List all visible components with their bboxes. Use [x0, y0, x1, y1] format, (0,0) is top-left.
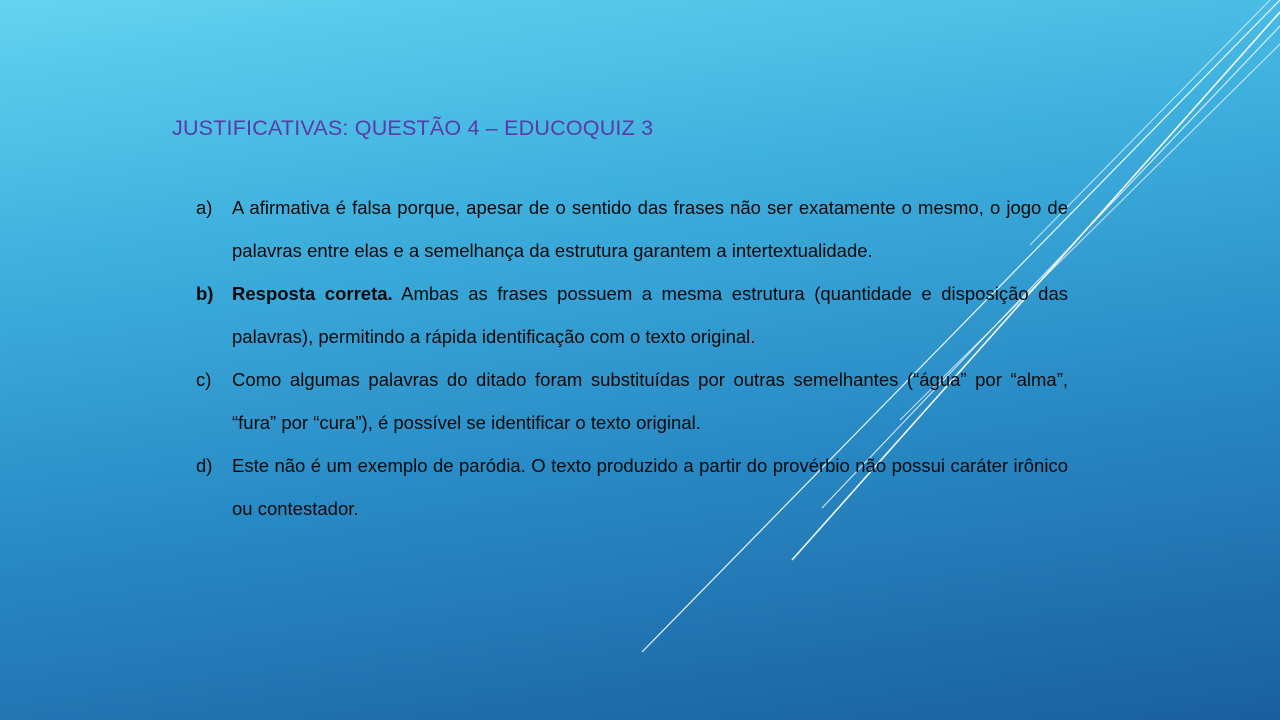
answer-body: A afirmativa é falsa porque, apesar de o sentido das frases não ser exatamente o mesmo, o jogo de palavras entre elas e a semelhança da estrutura garantem a intertextualidade.: [232, 197, 1068, 261]
answer-body: Como algumas palavras do ditado foram substituídas por outras semelhantes (“água” por “alma”, “fura” por “cura”), é possível se identificar o texto original.: [232, 369, 1068, 433]
answer-letter: d): [196, 455, 213, 476]
answer-item-b: [196, 272, 1068, 358]
answer-letter: a): [196, 197, 213, 218]
answer-text: [232, 186, 1068, 272]
answer-item-c: [196, 358, 1068, 444]
answer-body: Este não é um exemplo de paródia. O texto produzido a partir do provérbio não possui caráter irônico ou contestador.: [232, 455, 1068, 519]
answer-body: Ambas as frases possuem a mesma estrutura (quantidade e disposição das palavras), permitindo a rápida identificação com o texto original.: [232, 283, 1068, 347]
answer-text: [232, 444, 1068, 530]
answer-letter: b): [196, 283, 214, 304]
slide-title: JUSTIFICATIVAS: QUESTÃO 4 – EDUCOQUIZ 3: [172, 116, 654, 140]
answer-item-a: [196, 186, 1068, 272]
answer-letter: c): [196, 369, 212, 390]
answer-item-d: [196, 444, 1068, 530]
answer-lead: Resposta correta.: [232, 283, 393, 304]
answer-list: [196, 186, 1068, 530]
answer-text: [232, 272, 1068, 358]
answer-text: [232, 358, 1068, 444]
